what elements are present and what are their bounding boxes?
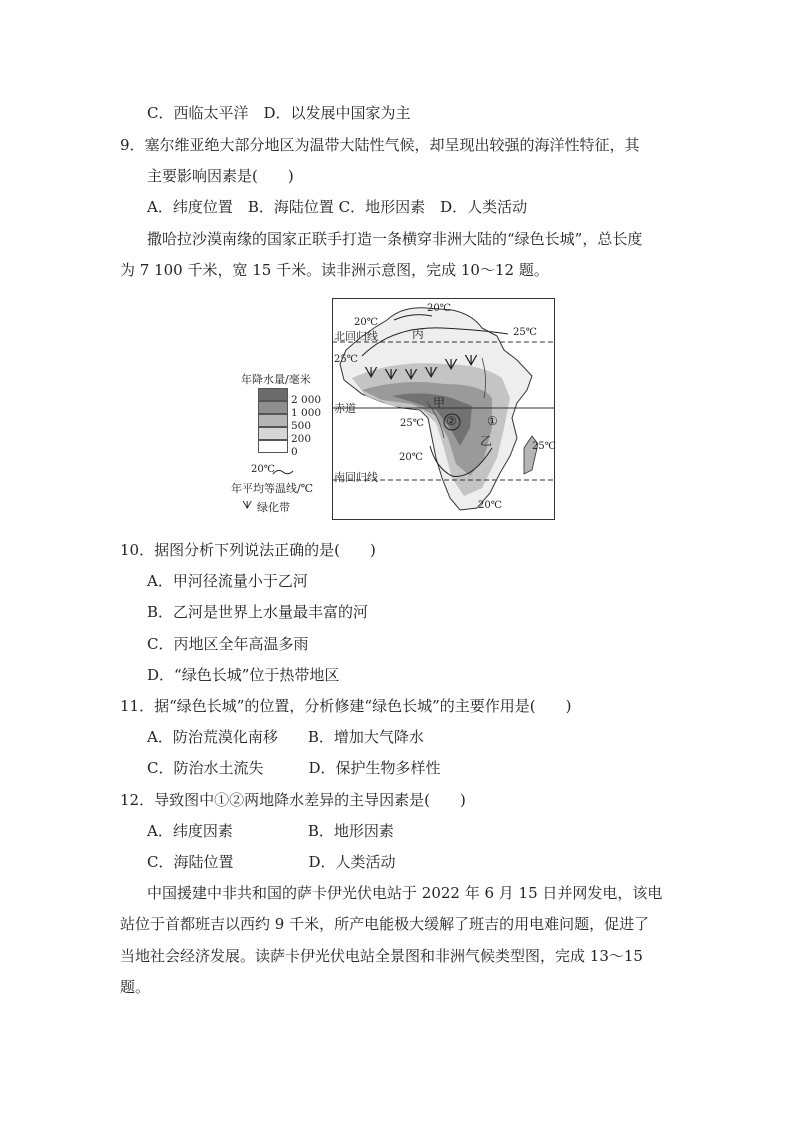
q11-options-cd: C．防治水土流失 D．保护生物多样性 [147, 759, 441, 777]
legend-isotherm-label: 年平均等温线/℃ [231, 482, 314, 495]
q9-stem-line1: 9．塞尔维亚绝大部分地区为温带大陆性气候，却呈现出较强的海洋性特征，其 [120, 136, 640, 154]
q10-option-c: C．丙地区全年高温多雨 [147, 635, 309, 653]
legend-green-belt-symbol: ᗐ [242, 499, 253, 512]
legend-isotherm-line [272, 467, 294, 477]
legend-isotherm-sample: 20℃ [251, 464, 275, 475]
isotherm-north-20: 20℃ [427, 303, 451, 314]
isotherm-ne-25: 25℃ [513, 327, 537, 338]
q11-stem: 11．据“绿色长城”的位置，分析修建“绿色长城”的主要作用是( ) [120, 697, 572, 715]
site-1-label: ① [487, 414, 498, 428]
intro1-line2: 为 7 100 千米，宽 15 千米。读非洲示意图，完成 10～12 题。 [120, 261, 549, 279]
q12-options-ab: A．纬度因素 B．地形因素 [147, 822, 394, 840]
intro2-line3: 当地社会经济发展。读萨卡伊光伏电站全景图和非洲气候类型图，完成 13～15 [120, 947, 643, 965]
intro1-line1: 撒哈拉沙漠南缘的国家正联手打造一条横穿非洲大陆的“绿色长城”，总长度 [147, 230, 643, 248]
legend-swatch-2000 [258, 388, 288, 401]
isotherm-west-25: 25℃ [334, 354, 358, 365]
legend-level-1000: 1 000 [291, 407, 322, 419]
region-bing-label: 丙 [412, 327, 425, 341]
green-belt-mark-4: ᗐ [424, 364, 439, 382]
green-belt-mark-5: ᗐ [444, 356, 459, 374]
legend-level-2000: 2 000 [291, 394, 322, 406]
intro2-line1: 中国援建中非共和国的萨卡伊光伏电站于 2022 年 6 月 15 日并网发电，该电 [147, 884, 663, 902]
intro2-line4: 题。 [120, 978, 151, 996]
legend-green-belt-label: 绿化带 [257, 501, 290, 514]
site-2-label: ② [446, 414, 457, 428]
isotherm-center-25: 25℃ [400, 418, 424, 429]
isotherm-north-20b: 20℃ [354, 317, 378, 328]
river-yi-label: 乙 [480, 434, 493, 448]
q10-option-b: B．乙河是世界上水量最丰富的河 [147, 603, 369, 621]
legend-swatch-1000 [258, 401, 288, 414]
green-belt-mark-6: ᗐ [464, 352, 479, 370]
q12-options-cd: C．海陆位置 D．人类活动 [147, 853, 396, 871]
q10-option-a: A．甲河径流量小于乙河 [147, 572, 308, 590]
isotherm-madagascar-25: 25℃ [532, 441, 556, 452]
legend-title: 年降水量/毫米 [241, 373, 311, 386]
legend-level-200: 200 [291, 433, 312, 445]
intro2-line2: 站位于首都班吉以西约 9 千米，所产电能极大缓解了班吉的用电难问题，促进了 [120, 915, 650, 933]
q9-options: A．纬度位置 B．海陆位置 C．地形因素 D．人类活动 [147, 198, 528, 216]
tropic-of-capricorn-label: 南回归线 [334, 471, 378, 484]
q11-options-ab: A．防治荒漠化南移 B．增加大气降水 [147, 728, 424, 746]
q10-stem: 10．据图分析下列说法正确的是( ) [120, 541, 376, 559]
isotherm-south-20: 20℃ [399, 452, 423, 463]
q9-stem-line2: 主要影响因素是( ) [147, 167, 294, 185]
legend-swatch-0 [258, 440, 288, 453]
q8-options: C．西临太平洋 D．以发展中国家为主 [147, 104, 411, 122]
green-belt-mark-2: ᗐ [384, 366, 399, 384]
green-belt-mark-3: ᗐ [404, 366, 419, 384]
q10-option-d: D．“绿色长城”位于热带地区 [147, 666, 340, 684]
legend-swatch-500 [258, 414, 288, 427]
river-jia-label: 甲 [433, 396, 446, 410]
legend-level-0: 0 [291, 446, 298, 458]
green-belt-marks: ᗐ [364, 364, 381, 382]
isotherm-bottom-20: 20℃ [478, 500, 502, 511]
equator-label: 赤道 [334, 402, 356, 415]
legend-level-500: 500 [291, 420, 312, 432]
legend-swatch-200 [258, 427, 288, 440]
tropic-of-cancer-label: 北回归线 [334, 330, 378, 343]
q12-stem: 12．导致图中①②两地降水差异的主导因素是( ) [120, 791, 466, 809]
